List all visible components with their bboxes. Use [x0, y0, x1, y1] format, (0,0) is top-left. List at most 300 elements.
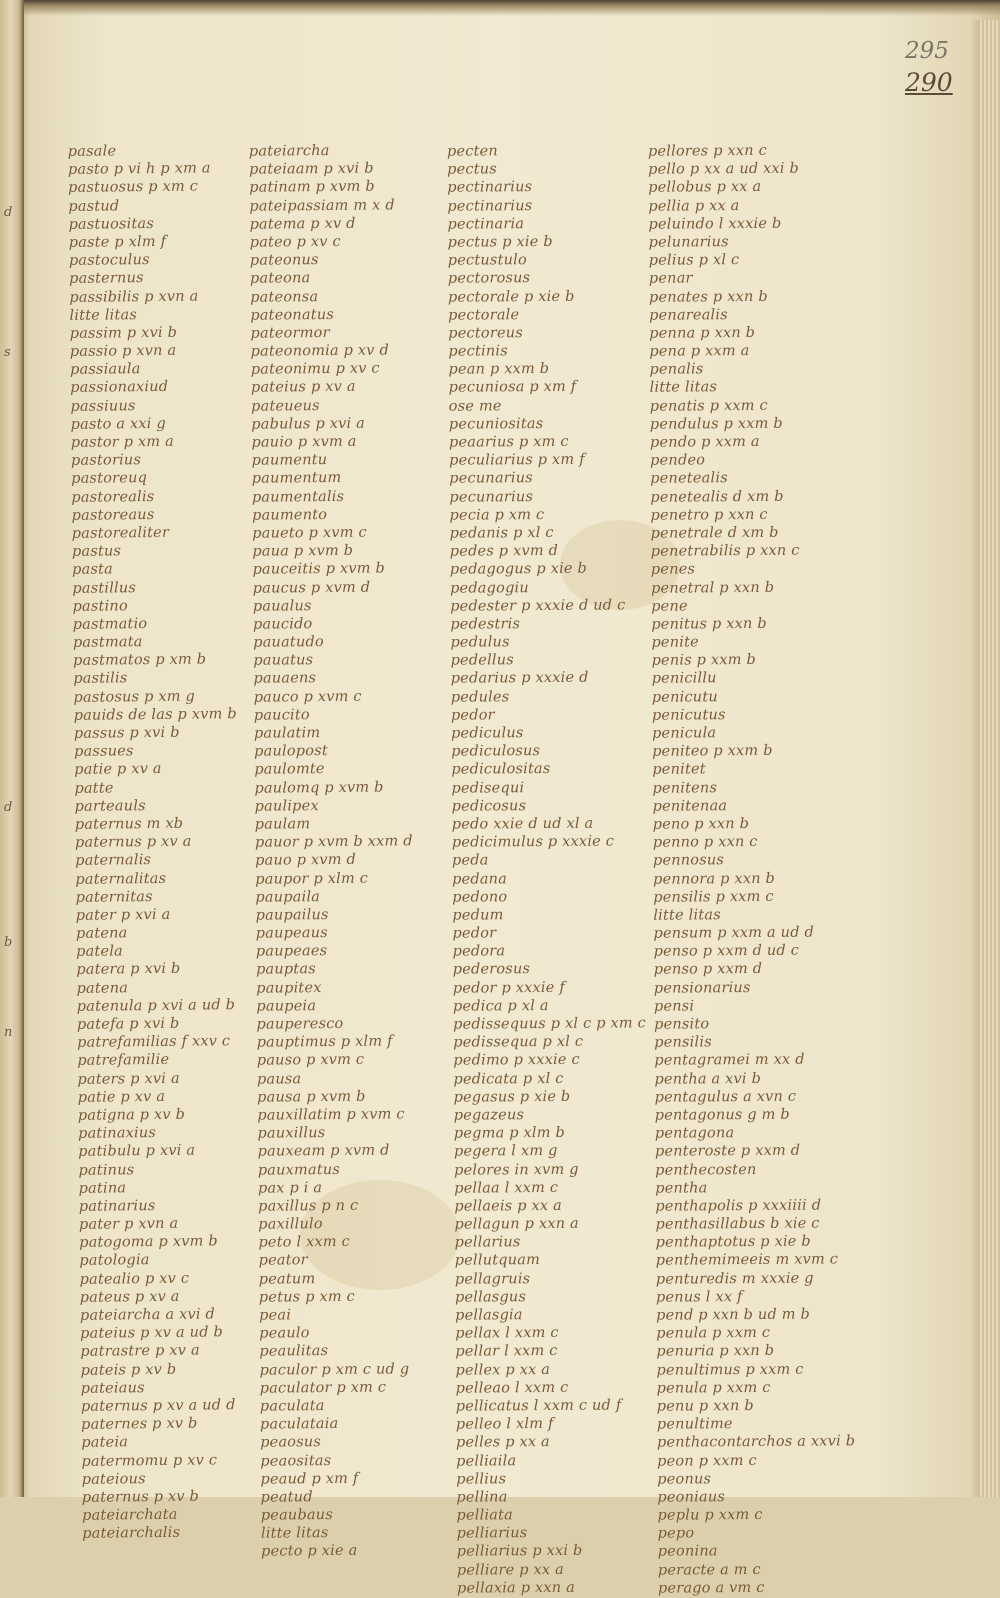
glossary-entry: patie p xv a [77, 1088, 166, 1106]
glossary-entry: penso p xxm d [653, 961, 763, 979]
glossary-entry: pennora p xxn b [653, 870, 776, 888]
glossary-entry: pastor p xm a [70, 433, 175, 451]
glossary-entry: pateiaus [80, 1379, 145, 1397]
glossary-entry: pateonus [249, 252, 319, 269]
glossary-entry: pastmatio [72, 615, 148, 633]
folio-number: 290 [905, 68, 953, 97]
glossary-entry: pedissequus p xl c p xm c [453, 1015, 646, 1033]
glossary-entry: pastorius [70, 452, 142, 470]
glossary-entry: pegera l xm g [453, 1143, 558, 1160]
glossary-entry: pelius p xl c [648, 252, 740, 269]
glossary-entry: pastosus p xm g [73, 688, 196, 706]
glossary-entry: penthemimeeis m xvm c [655, 1251, 839, 1270]
glossary-entry: penates p xxn b [648, 288, 768, 306]
glossary-entry: pentagona [654, 1125, 735, 1142]
glossary-entry: pederosus [452, 961, 531, 979]
fore-edge-shadow [970, 20, 980, 1497]
glossary-entry: patie p xv a [74, 761, 162, 779]
glossary-entry: penetealis d xm b [650, 488, 784, 506]
glossary-entry: litte litas [649, 379, 718, 397]
glossary-entry: paculataia [259, 1416, 339, 1433]
glossary-entry: pastoreaus [71, 506, 155, 524]
glossary-entry: pasta [72, 561, 114, 579]
glossary-entry: passues [73, 743, 134, 761]
glossary-entry: pellicatus l xxm c ud f [455, 1397, 622, 1415]
glossary-entry: penetrale d xm b [650, 524, 779, 542]
glossary-entry: paxillus p n c [258, 1197, 359, 1215]
glossary-column-2 [249, 141, 419, 1561]
glossary-entry: passus p xvi b [73, 724, 180, 742]
glossary-entry: pateia [81, 1434, 129, 1452]
glossary-entry: peaulitas [259, 1343, 329, 1361]
glossary-entry: peaosus [260, 1434, 322, 1451]
glossary-entry: litte litas [260, 1525, 329, 1542]
glossary-entry: paulam [254, 816, 311, 833]
glossary-entry: paupeaus [255, 925, 328, 942]
glossary-entry: pecunarius [449, 488, 534, 506]
glossary-entry: paumentalis [251, 488, 345, 506]
glossary-entry: paualus [252, 597, 312, 615]
glossary-entry: pellagun p xxn a [454, 1215, 579, 1233]
glossary-entry: peda [451, 852, 489, 869]
glossary-entry: pediculositas [451, 761, 551, 779]
glossary-entry: paternus p xv a [74, 833, 192, 851]
glossary-entry: penthacontarchos a xxvi b [656, 1433, 856, 1451]
glossary-entry: pectorosus [447, 270, 531, 287]
glossary-entry: pausa p xvm b [257, 1088, 366, 1106]
glossary-entry: pasternus [69, 270, 144, 288]
glossary-entry: patema p xv d [249, 215, 356, 233]
glossary-entry: penula p xxm c [656, 1379, 771, 1397]
glossary-entry: pedes p xvm d [449, 543, 559, 560]
glossary-entry: pensum p xxm a ud d [653, 924, 815, 942]
glossary-entry: pedellus [450, 652, 514, 669]
glossary-entry: pateonimu p xv c [250, 360, 380, 378]
glossary-entry: pectorale p xie b [447, 288, 575, 306]
glossary-entry: pateueus [251, 397, 320, 415]
glossary-entry: pauaens [253, 670, 317, 688]
glossary-entry: pelores in xvm g [454, 1161, 579, 1179]
glossary-entry: pentagulus a xvn c [654, 1088, 797, 1106]
glossary-entry: peaulo [259, 1325, 310, 1342]
glossary-entry: paupeia [256, 997, 317, 1015]
glossary-entry: pensito [654, 1016, 710, 1033]
glossary-entry: paulatim [253, 725, 321, 742]
glossary-entry: pedicimulus p xxxie c [451, 833, 615, 851]
glossary-entry: pelliarius p xxi b [456, 1543, 583, 1561]
glossary-entry: penna p xxn b [649, 324, 756, 342]
glossary-entry: pelleao l xxm c [455, 1379, 569, 1397]
glossary-entry: patte [74, 780, 114, 797]
glossary-entry: paulomte [254, 761, 325, 779]
glossary-entry: peai [258, 1307, 292, 1324]
glossary-entry: pateius p xv a ud b [80, 1324, 224, 1343]
glossary-entry: penthaptotus p xie b [655, 1233, 811, 1251]
glossary-entry: pateo p xv c [249, 233, 341, 251]
page-top-edge [24, 0, 1000, 16]
glossary-entry: pauceitis p xvm b [252, 560, 386, 579]
glossary-entry: penthasillabus b xie c [655, 1215, 820, 1233]
glossary-entry: pauo p xvm d [255, 852, 357, 870]
glossary-entry: passiuus [70, 397, 136, 415]
glossary-entry: pellores p xxn c [647, 142, 767, 160]
glossary-entry: peator [258, 1252, 308, 1270]
margin-mark: n [4, 1025, 13, 1040]
glossary-entry: pasale [67, 143, 117, 160]
glossary-entry: penitens [652, 779, 718, 797]
glossary-entry: penalis [649, 361, 704, 378]
glossary-entry: penultime [656, 1416, 733, 1433]
glossary-entry: pedica p xl a [452, 997, 549, 1015]
glossary-entry: pedor [450, 707, 495, 724]
glossary-entry: pellia p xx a [648, 197, 740, 215]
glossary-entry: pectinaria [447, 215, 525, 233]
glossary-entry: pensionarius [653, 979, 751, 997]
glossary-entry: penu p xxn b [656, 1397, 754, 1415]
glossary-entry: pastmatos p xm b [73, 651, 207, 670]
glossary-entry: peno p xxn b [652, 815, 750, 833]
glossary-entry: penatis p xxm c [649, 397, 768, 415]
glossary-entry: pastoreuq [71, 470, 148, 488]
glossary-entry: patogoma p xvm b [79, 1233, 218, 1252]
glossary-entry: paternalitas [75, 870, 167, 888]
glossary-entry: pensi [653, 998, 695, 1015]
glossary-entry: paumentu [251, 452, 328, 469]
glossary-entry: pendeo [650, 452, 706, 469]
glossary-entry: pello p xx a ud xxi b [648, 160, 800, 178]
glossary-entry: pegma p xlm b [453, 1125, 566, 1142]
glossary-entry: pectinarius [447, 197, 533, 215]
glossary-entry: patermomu p xv c [81, 1451, 218, 1470]
glossary-entry: patinarius [78, 1197, 156, 1215]
glossary-column-3 [447, 141, 650, 1597]
glossary-entry: patrefamilie [77, 1052, 170, 1070]
glossary-entry: patinaxius [77, 1125, 157, 1142]
glossary-entry: pateiarcha a xvi d [79, 1306, 216, 1324]
glossary-entry: paters p xvi a [77, 1070, 180, 1088]
glossary-entry: paupeaes [255, 943, 328, 960]
glossary-entry: pellar l xxm c [455, 1343, 558, 1361]
glossary-entry: patibulu p xvi a [78, 1142, 196, 1161]
glossary-entry: pateona [249, 270, 311, 288]
glossary-entry: paternus p xv b [81, 1488, 200, 1506]
glossary-entry: pelliaila [456, 1452, 517, 1470]
glossary-entry: peracte a m c [657, 1561, 761, 1579]
glossary-entry: pellius [456, 1470, 507, 1488]
glossary-entry: pedules [450, 688, 510, 706]
glossary-entry: paueto p xvm c [252, 524, 367, 542]
glossary-entry: pedisequi [451, 779, 525, 797]
glossary-entry: pastilis [73, 670, 128, 688]
glossary-entry: peaubaus [260, 1507, 334, 1524]
glossary-entry: pastorealiter [71, 524, 170, 542]
glossary-entry: penitet [652, 761, 706, 779]
glossary-entry: peculiarius p xm f [449, 451, 585, 469]
glossary-entry: paternitas [75, 888, 153, 906]
glossary-entry: paternalis [75, 852, 152, 870]
glossary-entry: perago a vm c [657, 1579, 765, 1597]
glossary-entry: pendo p xxm a [649, 433, 760, 451]
glossary-entry: ose me [448, 397, 502, 415]
glossary-entry: pedulus [450, 634, 510, 651]
glossary-entry: paternus m xb [74, 815, 184, 833]
glossary-entry: pateonsa [250, 288, 319, 306]
glossary-entry: pateus p xv a [79, 1288, 180, 1306]
glossary-entry: pellax l xxm c [455, 1325, 559, 1342]
glossary-entry: pecia p xm c [449, 506, 545, 524]
glossary-entry: pellasgia [455, 1307, 523, 1324]
glossary-entry: pedora [452, 943, 506, 960]
glossary-entry: paulopost [254, 743, 328, 760]
old-folio-number: 295 [905, 38, 949, 64]
glossary-entry: pectorale [448, 306, 520, 324]
glossary-entry: penetrabilis p xxn c [650, 542, 800, 560]
glossary-entry: pecuniositas [448, 415, 544, 433]
glossary-entry: pedagogus p xie b [449, 561, 588, 578]
glossary-entry: penetro p xxn c [650, 506, 768, 524]
glossary-entry: paculata [259, 1398, 325, 1415]
glossary-entry: patena [76, 979, 129, 997]
glossary-entry: pateious [81, 1470, 146, 1488]
glossary-entry: pedarius p xxxie d [450, 670, 589, 688]
glossary-entry: pedagogiu [449, 579, 529, 597]
glossary-entry: pepo [657, 1525, 695, 1542]
glossary-entry: pedestris [450, 616, 521, 633]
glossary-entry: pellagruis [454, 1270, 531, 1288]
glossary-entry: pelliata [456, 1507, 514, 1524]
glossary-entry: paumento [251, 506, 328, 524]
glossary-entry: pene [651, 598, 688, 615]
glossary-entry: pelles p xx a [455, 1434, 550, 1451]
glossary-entry: pastuositas [68, 215, 155, 233]
glossary-entry: paucido [252, 616, 313, 633]
glossary-entry: pectoreus [448, 325, 523, 342]
glossary-entry: penite [651, 634, 699, 651]
glossary-entry: pedanis p xl c [449, 524, 554, 542]
glossary-entry: pellex p xx a [455, 1361, 551, 1379]
glossary-entry: patefa p xvi b [76, 1015, 180, 1033]
glossary-entry: paternus p xv a ud d [80, 1397, 236, 1415]
glossary-entry: pediculosus [451, 743, 541, 760]
margin-mark: d [4, 800, 13, 815]
glossary-entry: pedester p xxxie d ud c [450, 597, 626, 615]
glossary-entry: pentagramei m xx d [654, 1052, 805, 1070]
glossary-entry: pastino [72, 597, 128, 615]
glossary-entry: paste p xlm f [68, 233, 167, 251]
glossary-entry: pedono [452, 888, 508, 906]
glossary-column-1 [68, 141, 246, 1543]
glossary-entry: pedicata p xl c [453, 1070, 564, 1088]
glossary-entry: pastuosus p xm c [68, 178, 199, 197]
glossary-entry: pegasus p xie b [453, 1088, 571, 1106]
glossary-entry: peaarius p xm c [448, 433, 569, 451]
glossary-entry: paculor p xm c ud g [259, 1360, 410, 1379]
glossary-entry: pauxillatim p xvm c [257, 1106, 405, 1124]
glossary-entry: pecten [446, 143, 498, 160]
glossary-entry: pectinarius [447, 179, 533, 197]
glossary-entry: pean p xxm b [448, 361, 550, 378]
glossary-entry: patera p xvi b [76, 961, 181, 979]
glossary-entry: penarealis [649, 306, 728, 324]
glossary-entry: penitus p xxn b [651, 615, 767, 633]
glossary-entry: patologia [79, 1252, 150, 1270]
glossary-entry: penturedis m xxxie g [655, 1270, 814, 1288]
glossary-entry: pauor p xvm b xxm d [254, 833, 413, 851]
glossary-entry: peonus [657, 1470, 712, 1488]
glossary-entry: pastorealis [71, 488, 155, 506]
glossary-entry: pentha [655, 1180, 708, 1197]
glossary-entry: pateipassiam m x d [249, 197, 395, 215]
glossary-entry: penso p xxm d ud c [653, 942, 800, 960]
glossary-entry: peaositas [260, 1452, 332, 1470]
glossary-entry: penteroste p xxm d [654, 1142, 801, 1160]
glossary-entry: penultimus p xxm c [656, 1361, 804, 1379]
facing-page-edge [0, 0, 24, 1497]
glossary-entry: penicutu [651, 688, 718, 706]
glossary-entry: pectus p xie b [447, 233, 553, 251]
glossary-entry: passio p xvn a [69, 342, 177, 360]
glossary-entry: pauxmatus [257, 1161, 341, 1179]
glossary-entry: pastmata [72, 634, 143, 651]
glossary-entry: penetral p xxn b [650, 579, 775, 597]
glossary-entry: paupaila [255, 888, 321, 906]
glossary-entry: peon p xxm c [657, 1452, 757, 1470]
glossary-entry: pedum [452, 907, 504, 924]
book-fore-edge [980, 20, 1000, 1497]
glossary-entry: penitenaa [652, 797, 728, 815]
glossary-entry: penus l xx f [655, 1288, 743, 1306]
glossary-entry: pecuniosa p xm f [448, 379, 577, 397]
glossary-entry: penar [648, 270, 693, 288]
glossary-entry: penthapolis p xxxiiii d [655, 1197, 822, 1215]
glossary-entry: penicutus [651, 706, 726, 724]
glossary-entry: pellarius [454, 1234, 521, 1251]
glossary-entry: paculator p xm c [259, 1379, 387, 1397]
glossary-entry: paupailus [255, 906, 329, 924]
glossary-entry: pellaa l xxm c [454, 1179, 559, 1197]
glossary-entry: passiaula [69, 361, 141, 379]
glossary-entry: pennosus [652, 852, 725, 870]
glossary-entry: pauids de las p xvm b [73, 705, 237, 724]
glossary-column-4 [648, 141, 856, 1597]
glossary-entry: pastud [68, 197, 120, 215]
glossary-entry: peplu p xxm c [657, 1507, 763, 1524]
glossary-entry: paupitex [256, 979, 322, 997]
glossary-entry: patena [75, 925, 128, 942]
glossary-entry: paulipex [254, 797, 319, 815]
glossary-entry: pena p xxm a [649, 343, 750, 360]
glossary-entry: penes [650, 561, 696, 579]
glossary-entry: paternes p xv b [81, 1415, 198, 1433]
glossary-entry: pabulus p xvi a [251, 415, 366, 433]
glossary-entry: pedimo p xxxie c [453, 1052, 580, 1070]
glossary-entry: paupor p xlm c [255, 870, 369, 888]
glossary-entry: pecto p xie a [261, 1543, 358, 1561]
glossary-entry: pausa [256, 1070, 302, 1088]
glossary-entry: pauio p xvm a [251, 433, 357, 451]
margin-mark: s [4, 345, 11, 360]
glossary-entry: litte litas [69, 306, 138, 324]
glossary-entry: petus p xm c [258, 1288, 355, 1306]
glossary-entry: pentagonus g m b [654, 1106, 790, 1124]
glossary-entry: pauxeam p xvm d [257, 1142, 390, 1160]
glossary-entry: pateonatus [250, 306, 335, 324]
glossary-entry: patrastre p xv a [80, 1342, 200, 1361]
glossary-entry: pedicosus [451, 797, 527, 815]
glossary-entry: paucus p xvm d [252, 579, 371, 597]
glossary-entry: paucito [253, 707, 310, 724]
glossary-entry: patrefamilias f xxv c [77, 1033, 231, 1052]
glossary-entry: paulomq p xvm b [254, 779, 384, 797]
glossary-entry: pauptas [255, 961, 316, 979]
glossary-entry: patenula p xvi a ud b [76, 996, 236, 1015]
glossary-entry: pellina [456, 1489, 508, 1506]
margin-mark: d [4, 205, 13, 220]
glossary-entry: pelunarius [648, 234, 729, 251]
glossary-entry: pellasgus [454, 1288, 527, 1306]
glossary-entry: peto l xxm c [258, 1234, 350, 1251]
glossary-entry: pellaxia p xxn a [456, 1579, 575, 1597]
glossary-entry: passibilis p xvn a [69, 288, 199, 306]
glossary-entry: penuria p xxn b [656, 1343, 775, 1361]
glossary-entry: parteauls [74, 797, 146, 815]
glossary-entry: pend p xxn b ud m b [656, 1306, 811, 1324]
glossary-entry: penicula [651, 725, 717, 742]
glossary-entry: peonina [657, 1543, 718, 1561]
glossary-entry: peluindo l xxxie b [648, 215, 782, 233]
glossary-entry: pendulus p xxm b [649, 415, 783, 433]
glossary-entry: pentha a xvi b [654, 1070, 762, 1088]
glossary-entry: paua p xvm b [252, 542, 354, 560]
glossary-entry: pastoculus [68, 252, 150, 270]
glossary-entry: peaud p xm f [260, 1470, 359, 1488]
glossary-entry: pedor p xxxie f [452, 979, 565, 997]
glossary-entry: penis p xxm b [651, 652, 756, 669]
glossary-entry: peoniaus [657, 1489, 726, 1506]
glossary-entry: pauco p xvm c [253, 688, 362, 706]
glossary-entry: patealio p xv c [79, 1270, 190, 1288]
glossary-entry: pelliare p xx a [456, 1561, 564, 1579]
glossary-entry: penthecosten [655, 1161, 757, 1179]
glossary-entry: pateiarchalis [82, 1525, 181, 1543]
glossary-entry: pauso p xvm c [256, 1052, 365, 1070]
margin-mark: b [4, 935, 13, 950]
glossary-entry: pedor [452, 925, 497, 942]
glossary-entry: patina [78, 1180, 127, 1197]
glossary-entry: pedo xxie d ud xl a [451, 815, 594, 833]
glossary-entry: penicillu [651, 670, 717, 688]
glossary-entry: pecunarius [449, 470, 533, 488]
glossary-entry: pasto p vi h p xm a [67, 160, 211, 179]
glossary-entry: pateonomia p xv d [250, 342, 390, 360]
glossary-entry: pateis p xv b [80, 1361, 177, 1379]
glossary-entry: pastus [71, 543, 122, 560]
glossary-entry: pastillus [72, 579, 137, 597]
glossary-entry: pedana [452, 870, 508, 888]
glossary-entry: penula p xxm c [656, 1325, 771, 1342]
glossary-entry: pateormor [250, 324, 330, 342]
glossary-entry: patigna p xv b [77, 1106, 186, 1124]
glossary-entry: pasto a xxi g [70, 415, 166, 433]
glossary-entry: pectus [447, 161, 497, 178]
glossary-entry: pauatudo [253, 634, 324, 651]
glossary-entry: paumentum [251, 470, 342, 488]
glossary-entry: pediculus [450, 725, 524, 742]
glossary-entry: pegazeus [453, 1107, 525, 1124]
glossary-entry: paxillulo [258, 1216, 323, 1233]
glossary-entry: pateiaam p xvi b [248, 160, 374, 178]
glossary-entry: pauxillus [257, 1125, 326, 1142]
